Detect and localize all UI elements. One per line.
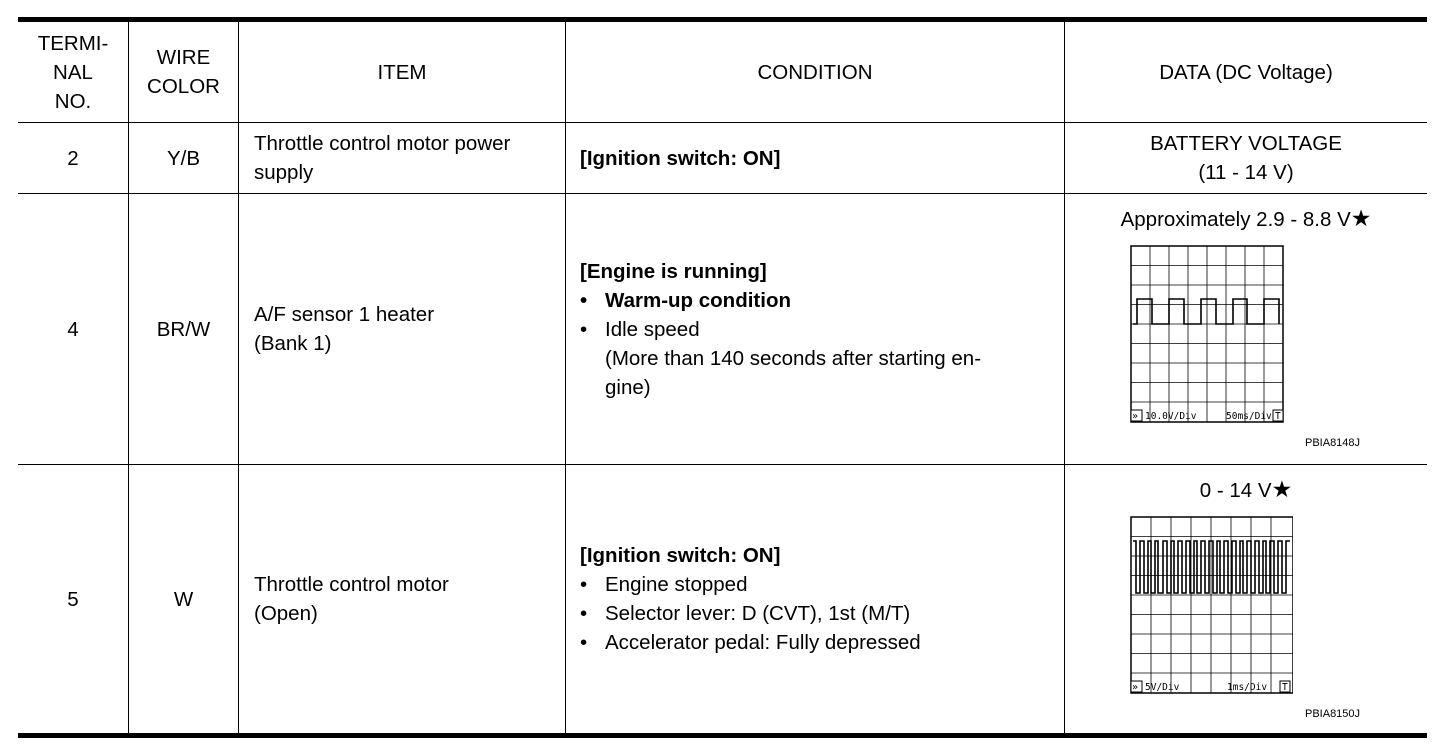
figure-code: PBIA8150J — [1305, 708, 1361, 720]
scope-volt-div: 10.0V/Div — [1145, 411, 1197, 422]
header-data: DATA (DC Voltage) — [1065, 20, 1428, 123]
scope-time-div: 50ms/Div — [1226, 411, 1272, 422]
table-header-row — [18, 20, 1427, 123]
data-line: BATTERY VOLTAGE — [1150, 132, 1342, 155]
item-cell — [239, 123, 566, 194]
data-value: Approximately 2.9 - 8.8 V★ — [1120, 205, 1372, 231]
header-terminal-no: TERMI- NAL NO. — [18, 20, 129, 123]
header-item: ITEM — [239, 20, 566, 123]
star-icon: ★ — [1271, 476, 1293, 502]
figure-code: PBIA8148J — [1305, 437, 1361, 449]
table-row — [18, 465, 1427, 736]
condition-title: [Ignition switch: ON] — [580, 544, 781, 567]
scope-arrow-icon: » — [1132, 411, 1139, 422]
item-line: supply — [254, 161, 314, 184]
item-line: (Open) — [254, 602, 318, 625]
scope-marker: T — [1275, 411, 1281, 422]
scope-time-div: 1ms/Div — [1227, 682, 1268, 693]
item-line: Throttle control motor power — [254, 132, 511, 155]
scope-footer — [1131, 681, 1290, 693]
terminal-no-cell: 5 — [18, 465, 129, 736]
condition-bullet: • Accelerator pedal: Fully depressed — [580, 628, 1064, 657]
condition-continuation: gine) — [605, 375, 651, 399]
condition-title: [Engine is running] — [580, 259, 767, 283]
terminal-no-cell: 4 — [18, 194, 129, 465]
data-line: (11 - 14 V) — [1198, 161, 1294, 184]
condition-bullet: • Selector lever: D (CVT), 1st (M/T) — [580, 599, 1064, 628]
condition-cell — [566, 465, 1065, 736]
scope-grid — [1131, 246, 1283, 422]
data-cell — [1065, 194, 1428, 465]
condition-bullet: • Engine stopped — [580, 570, 1064, 599]
item-line: A/F sensor 1 heater — [254, 303, 435, 326]
item-cell — [239, 194, 566, 465]
star-icon: ★ — [1350, 205, 1372, 231]
condition-title: [Ignition switch: ON] — [580, 146, 781, 170]
item-cell — [239, 465, 566, 736]
scope-volt-div: 5V/Div — [1145, 682, 1180, 693]
condition-cell — [566, 123, 1065, 194]
header-condition: CONDITION — [566, 20, 1065, 123]
scope-trace — [1133, 299, 1279, 324]
scope-arrow-icon: » — [1132, 682, 1139, 693]
condition-list — [580, 286, 1064, 344]
header-wire-color: WIRE COLOR — [129, 20, 239, 123]
terminal-no-cell: 2 — [18, 123, 129, 194]
data-value: 0 - 14 V★ — [1199, 476, 1293, 502]
condition-cell — [566, 194, 1065, 465]
condition-bullet: • Idle speed — [580, 315, 1064, 344]
table-row — [18, 194, 1427, 465]
condition-bullet: • Warm-up condition — [580, 286, 1064, 315]
item-line: (Bank 1) — [254, 332, 332, 355]
data-cell — [1065, 123, 1428, 194]
oscilloscope-waveform-bank1 — [1123, 244, 1293, 434]
table-row — [18, 123, 1427, 194]
item-line: Throttle control motor — [254, 573, 449, 596]
condition-list — [580, 570, 1064, 657]
wire-color-cell: W — [129, 465, 239, 736]
condition-continuation: (More than 140 seconds after starting en- — [605, 346, 982, 370]
scope-marker: T — [1282, 682, 1288, 693]
wire-color-cell: Y/B — [129, 123, 239, 194]
oscilloscope-waveform-throttle — [1123, 515, 1293, 705]
terminal-data-table — [18, 17, 1427, 738]
terminal-data-table-wrap — [18, 17, 1427, 738]
wire-color-cell: BR/W — [129, 194, 239, 465]
scope-trace — [1133, 541, 1290, 593]
data-cell — [1065, 465, 1428, 736]
